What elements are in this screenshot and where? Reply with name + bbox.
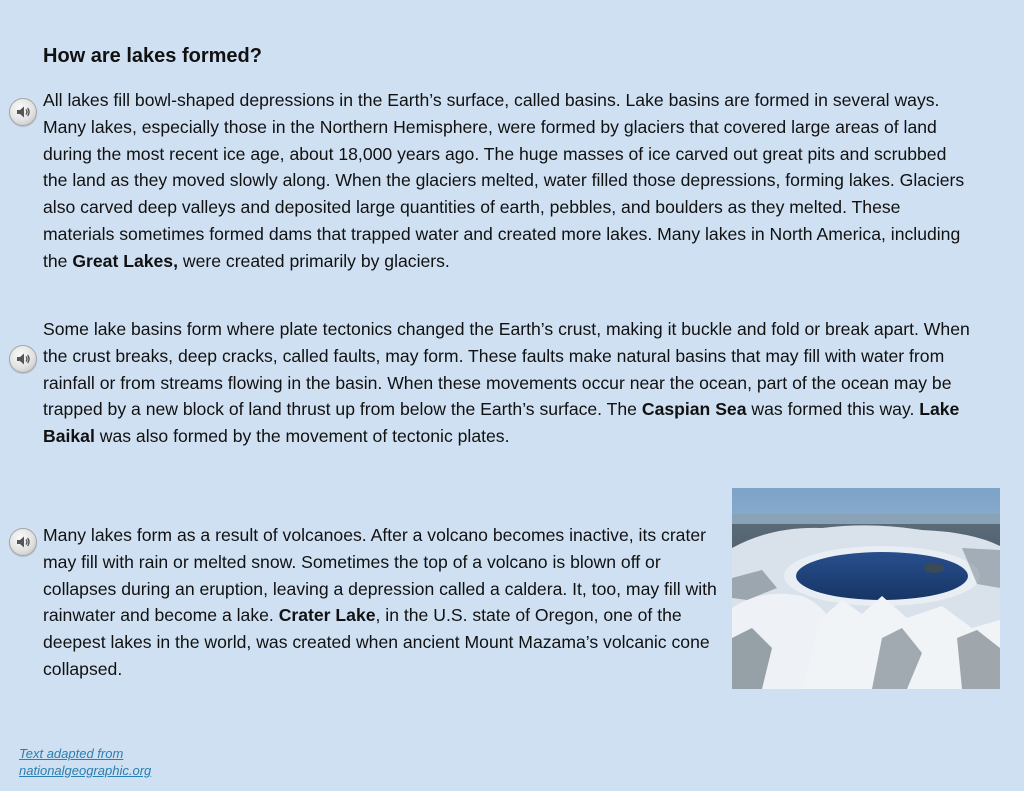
speaker-icon xyxy=(15,534,31,550)
paragraph-text: Many lakes form as a result of volcanoes. After a volcano becomes inactive, its crater may fill with rain or melted snow. Sometimes the top of a volcano is blown off or collapses during an eruption, leaving a depression called a caldera. It, too, may fill with rainwater and become a lake. xyxy=(43,525,717,626)
paragraph-text: were created primarily by glaciers. xyxy=(177,250,450,271)
term-caspian-sea: Caspian Sea xyxy=(641,399,747,420)
audio-play-button-paragraph-2[interactable] xyxy=(9,345,37,373)
page-title: How are lakes formed? xyxy=(43,45,262,67)
source-link-line-1: Text adapted from xyxy=(19,746,124,761)
audio-play-button-paragraph-3[interactable] xyxy=(9,528,37,556)
term-lake-baikal: Lake Baikal xyxy=(43,399,960,447)
paragraph-volcanoes xyxy=(43,522,729,683)
paragraph-text: , in the U.S. state of Oregon, one of the deepest lakes in the world, was created when ancient Mount Mazama’s volcanic cone collapsed. xyxy=(43,605,710,679)
paragraph-tectonics xyxy=(43,316,978,450)
speaker-icon xyxy=(15,351,31,367)
audio-play-button-paragraph-1[interactable] xyxy=(9,98,37,126)
paragraph-text: was formed this way. xyxy=(746,399,920,420)
paragraph-glaciers xyxy=(43,87,973,275)
source-link[interactable] xyxy=(19,745,151,779)
source-link-line-2: nationalgeographic.org xyxy=(19,763,152,778)
speaker-icon xyxy=(15,104,31,120)
term-crater-lake: Crater Lake xyxy=(278,605,376,626)
paragraph-text: All lakes fill bowl-shaped depressions in the Earth’s surface, called basins. Lake basins are formed in several ways. Many lakes, especially those in the Northern Hemisphere, were formed by glaciers that covered large areas of land during the most recent ice age, about 18,000 years ago. The huge masses of ice carved out great pits and scrubbed the land as they moved slowly along. When the glaciers melted, water filled those depressions, forming lakes. Glaciers also carved deep valleys and deposited large quantities of earth, pebbles, and boulders as they melted. These materials sometimes formed dams that trapped water and created more lakes. Many lakes in North America, including the xyxy=(43,90,965,271)
paragraph-text: was also formed by the movement of tectonic plates. xyxy=(94,426,510,447)
term-great-lakes: Great Lakes, xyxy=(72,250,178,271)
crater-lake-photo xyxy=(732,488,1000,689)
paragraph-text: Some lake basins form where plate tectonics changed the Earth’s crust, making it buckle and fold or break apart. When the crust breaks, deep cracks, called faults, may form. These faults make natural basins that may fill with water from rainfall or from streams flowing in the basin. When these movements occur near the ocean, part of the ocean may be trapped by a new block of land thrust up from below the Earth’s surface. The xyxy=(43,319,970,420)
